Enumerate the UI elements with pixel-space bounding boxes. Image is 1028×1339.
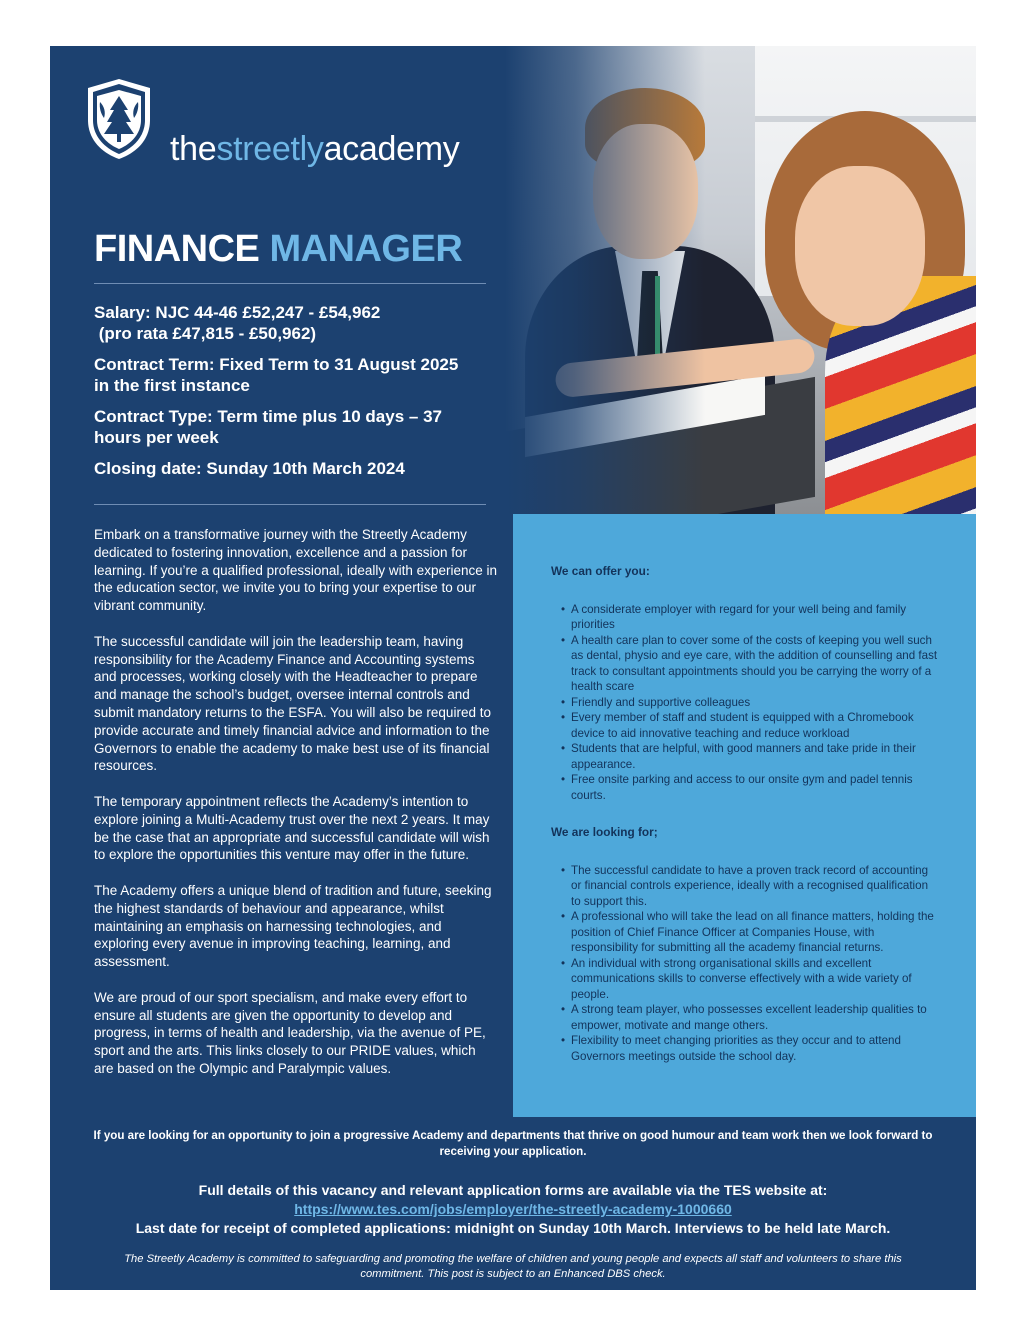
deadline-text: Last date for receipt of completed applications: midnight on Sunday 10th March. Interviews to be held late March. [135,1220,891,1236]
looking-item: • An individual with strong organisational skills and excellent communications skills to converse effectively with a wide variety of people. [571,956,940,1003]
intro-paragraph: Embark on a transformative journey with the Streetly Academy dedicated to fostering innovation, excellence and a passion for learning. If you’re a qualified professional, ideally with experience in the education sector, we invite you to bring your expertise to our vibrant community. [94,527,497,614]
offer-list [551,602,940,804]
salary-fact [94,302,494,344]
offer-item: • Students that are helpful, with good manners and take pride in their appearance. [571,741,940,772]
job-facts [94,302,494,489]
footer-details [83,1181,943,1238]
job-title-finance: FINANCE [94,228,260,270]
closing-date-line: Closing date: Sunday 10th March 2024 [94,459,405,478]
wordmark-the: the [170,130,217,168]
offer-item: • Friendly and supportive colleagues [571,695,940,711]
intro-paragraph: The successful candidate will join the leadership team, having responsibility for the Academy Finance and Accounting systems and processes, working closely with the Headteacher to prepare and manage the school’s budget, oversee internal controls and submit mandatory returns to the ESFA. You will also be required to provide accurate and timely financial advice and information to the Governors to enable the academy to make best use of its financial resources. [94,633,491,774]
details-text: Full details of this vacancy and relevant application forms are available via the TES website at: [198,1182,828,1198]
intro-paragraph: The temporary appointment reflects the Academy’s intention to explore joining a Multi-Academy trust over the next 2 years. It may be the case that an appropriate and successful candidate will wish to explore the opportunities this venture may offer in the future. [94,793,490,863]
tes-vacancy-link[interactable]: https://www.tes.com/jobs/employer/the-streetly-academy-1000660 [294,1201,732,1217]
job-advert [50,46,976,1290]
looking-heading: We are looking for; [551,825,658,839]
contract-type-line: Contract Type: Term time plus 10 days – 37 [94,407,442,426]
salary-line: Salary: NJC 44-46 £52,247 - £54,962 [94,303,381,322]
offer-item: • A health care plan to cover some of the costs of keeping you well such as dental, physio and eye care, with the addition of counselling and fast track to consultant appointments should you be carrying the worry of a health scare [571,633,940,695]
intro-paragraph: The Academy offers a unique blend of tradition and future, seeking the highest standards of behaviour and appearance, whilst maintaining an emphasis on harnessing technologies, and exploring every avenue in improving teaching, learning, and assessment. [94,882,492,970]
contract-term-fact [94,354,494,396]
wordmark-academy: academy [323,130,460,168]
footer-invite: If you are looking for an opportunity to join a progressive Academy and departments that thrive on good humour and team work then we look forward to receiving your application. [93,1129,933,1158]
intro-paragraph: We are proud of our sport specialism, and make every effort to ensure all students are given the opportunity to develop and progress, in terms of health and leadership, via the avenue of PE, sport and the arts. This links closely to our PRIDE values, which are based on the Olympic and Paralympic values. [94,989,486,1076]
benefits-panel [513,514,976,1117]
looking-item: • A professional who will take the lead on all finance matters, holding the position of Chief Finance Officer at Companies House, with responsibility for submitting all the academy financial returns. [571,909,940,956]
looking-item: • The successful candidate to have a proven track record of accounting or financial controls experience, ideally with a recognised qualification to support this. [571,863,940,910]
contract-type-fact [94,406,494,448]
academy-logo [84,76,524,166]
offer-item: • Every member of staff and student is equipped with a Chromebook device to aid innovative teaching and reduce workload [571,710,940,741]
hero-photo [505,46,976,514]
contract-term-line-2: in the first instance [94,376,250,395]
school-crest-icon [84,76,154,162]
wordmark-streetly: streetly [216,130,324,168]
job-title-manager: MANAGER [269,228,463,270]
facts-divider [94,504,486,505]
looking-list [551,863,940,1065]
job-title [94,228,462,271]
offer-item: • A considerate employer with regard for your well being and family priorities [571,602,940,633]
salary-pro-rata-line: (pro rata £47,815 - £50,962) [94,324,317,343]
closing-date-fact [94,458,494,479]
safeguarding-statement: The Streetly Academy is committed to safeguarding and promoting the welfare of children and young people and expects all staff and volunteers to share this commitment. This post is subject to an Enhanced DBS check. [124,1253,902,1280]
photo-teacher-face [795,166,925,326]
academy-wordmark [170,130,459,169]
looking-item: • A strong team player, who possesses excellent leadership qualities to empower, motivate and mange others. [571,1002,940,1033]
looking-item: • Flexibility to meet changing priorities as they occur and to attend Governors meetings outside the school day. [571,1033,940,1064]
offer-item: • Free onsite parking and access to our onsite gym and padel tennis courts. [571,772,940,803]
photo-fade-overlay [505,46,705,514]
intro-text [94,526,498,1096]
contract-type-line-2: hours per week [94,428,219,447]
contract-term-line: Contract Term: Fixed Term to 31 August 2025 [94,355,459,374]
offer-heading: We can offer you: [551,564,650,578]
footer [50,1128,976,1282]
title-divider [94,283,486,284]
